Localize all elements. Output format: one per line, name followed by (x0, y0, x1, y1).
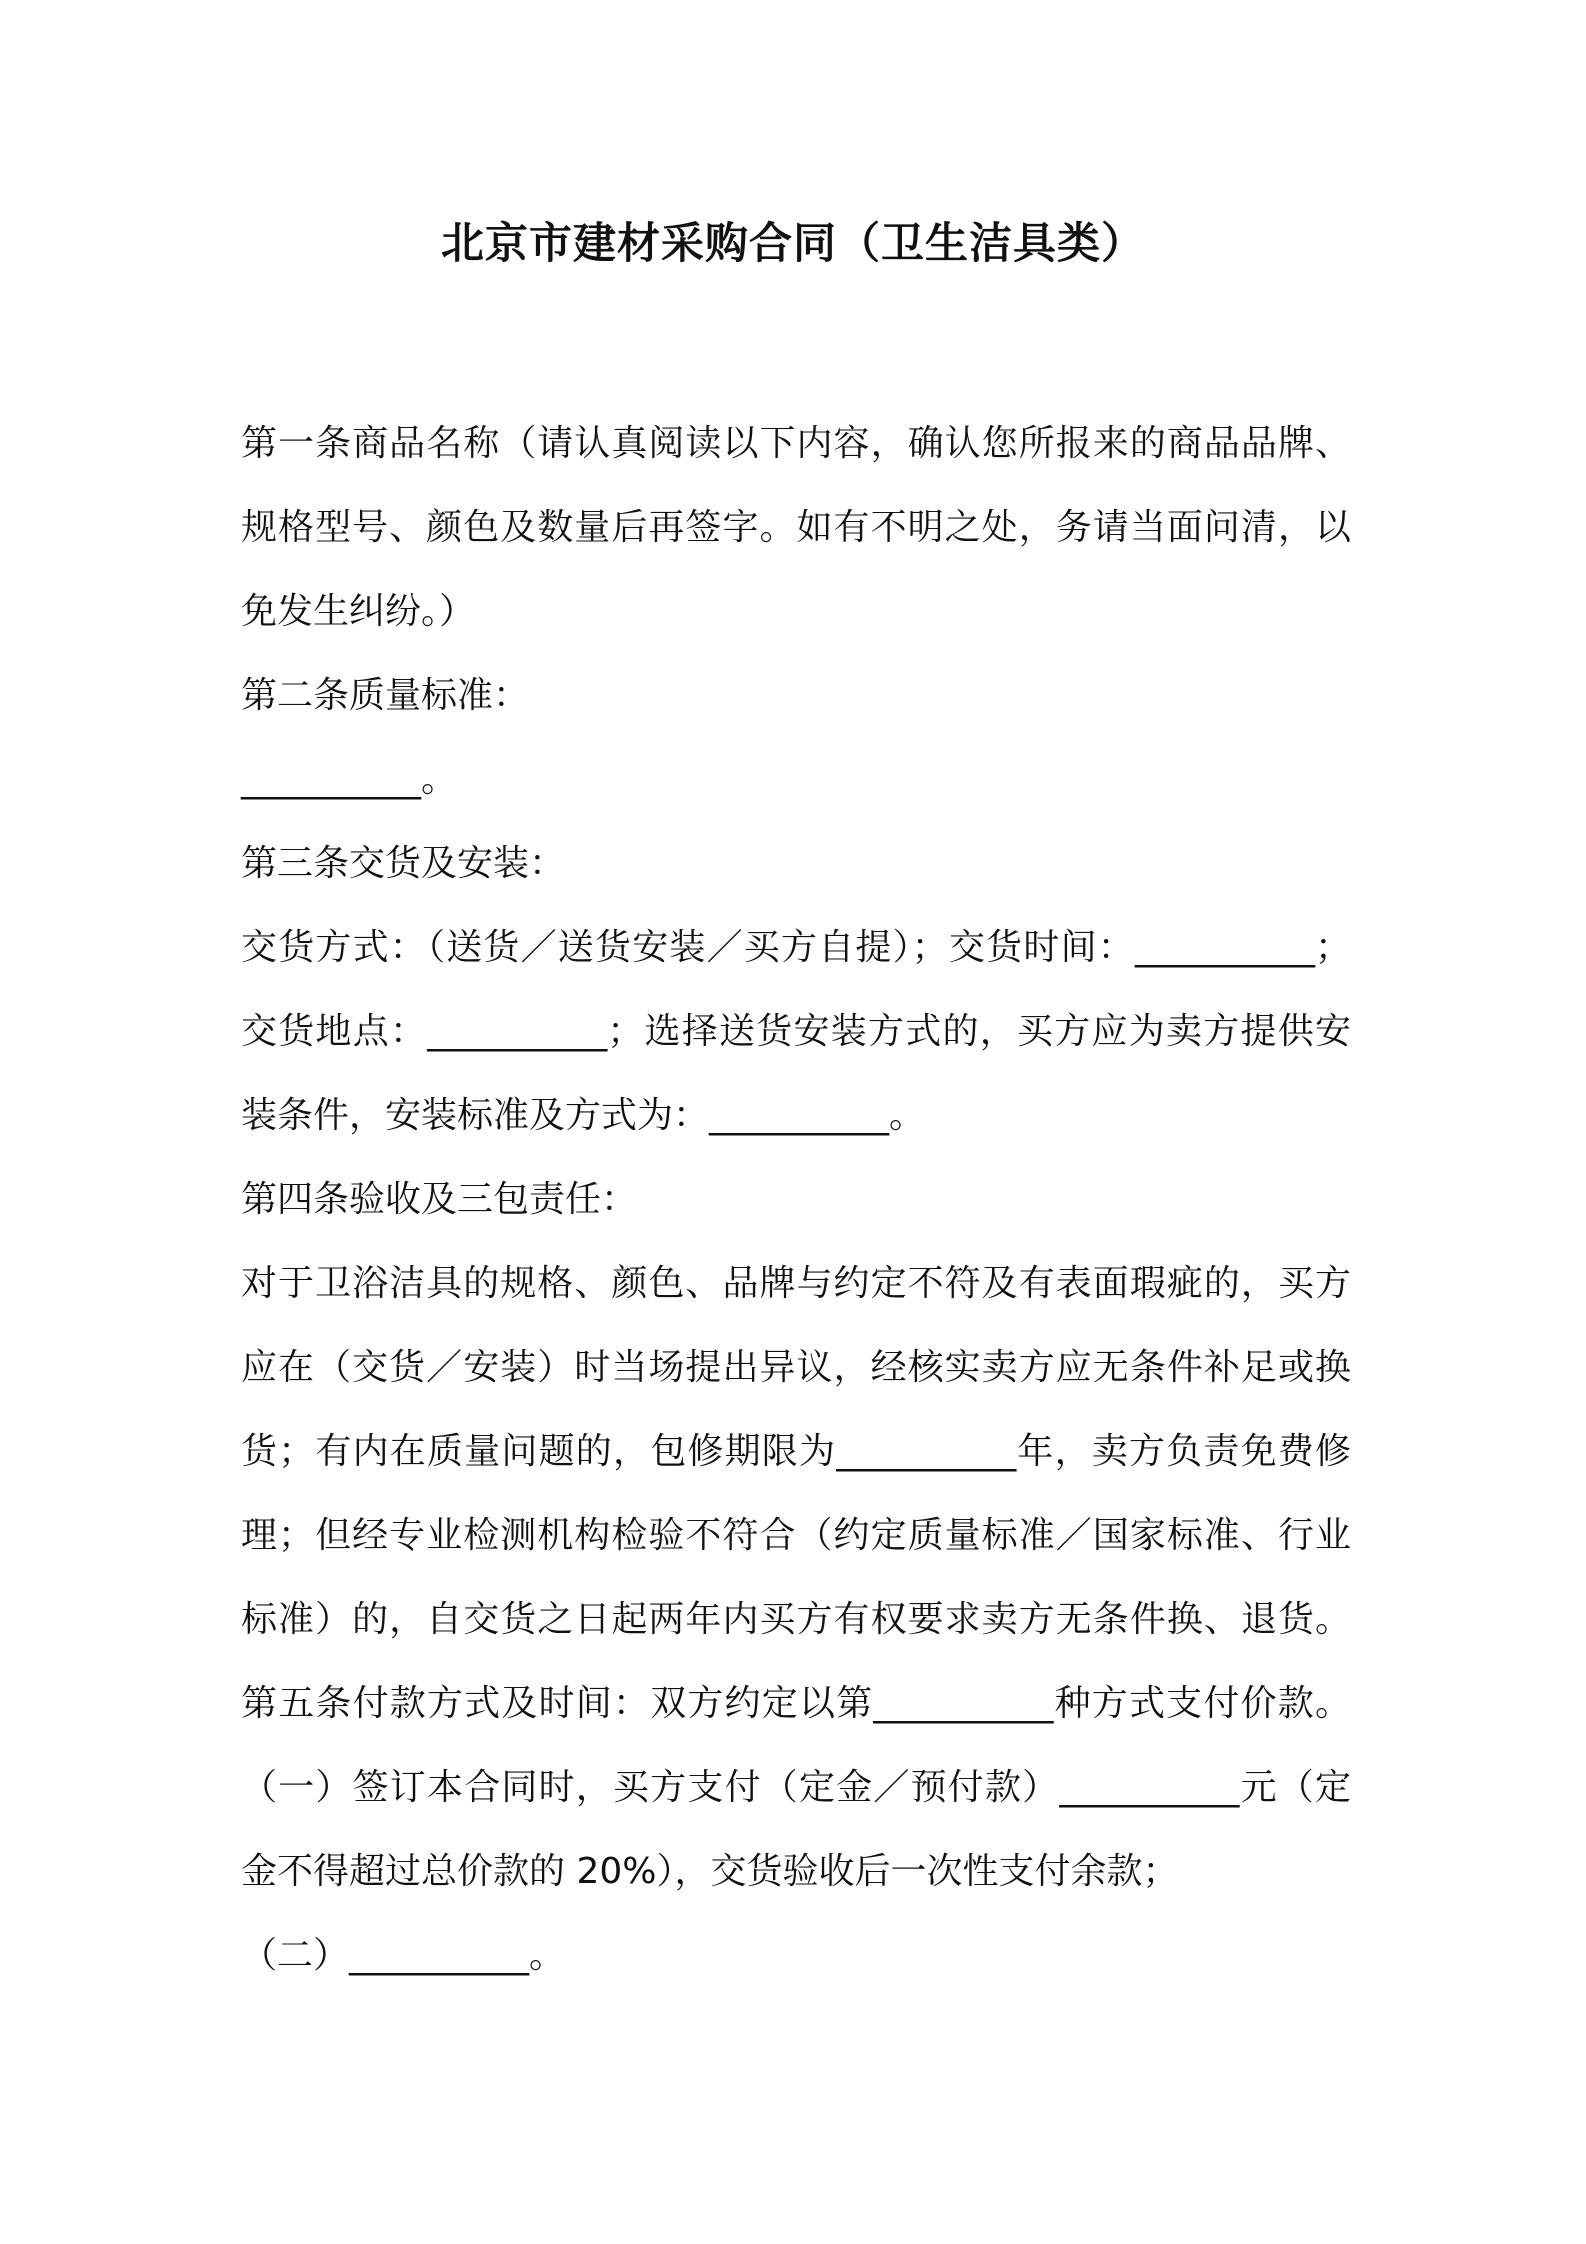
article-5-heading: 第五条付款方式及时间：双方约定以第__________种方式支付价款。 (241, 1683, 1351, 1724)
acceptance-line-5: 标准）的，自交货之日起两年内买方有权要求卖方无条件换、退货。 (241, 1599, 1351, 1640)
article-2-heading: 第二条质量标准： (241, 675, 530, 716)
payment-option-2-line: （二）__________。 (241, 1935, 566, 1976)
payment-option-1-line-1: （一）签订本合同时，买方支付（定金／预付款）__________元（定 (241, 1767, 1351, 1808)
document-title: 北京市建材采购合同（卫生洁具类） (441, 219, 1145, 269)
article-1-line-1: 第一条商品名称（请认真阅读以下内容，确认您所报来的商品品牌、 (241, 423, 1351, 464)
delivery-location-line: 交货地点：__________；选择送货安装方式的，买方应为卖方提供安 (241, 1011, 1351, 1052)
acceptance-line-4: 理；但经专业检测机构检验不符合（约定质量标准／国家标准、行业 (241, 1515, 1351, 1556)
acceptance-line-3: 货；有内在质量问题的，包修期限为__________年，卖方负责免费修 (241, 1431, 1351, 1472)
acceptance-line-1: 对于卫浴洁具的规格、颜色、品牌与约定不符及有表面瑕疵的，买方 (241, 1263, 1351, 1304)
acceptance-line-2: 应在（交货／安装）时当场提出异议，经核实卖方应无条件补足或换 (241, 1347, 1351, 1388)
payment-option-1-line-2: 金不得超过总价款的 20%），交货验收后一次性支付余款； (241, 1851, 1179, 1892)
installation-standard-line: 装条件，安装标准及方式为：__________。 (241, 1095, 926, 1136)
document-body (241, 402, 1351, 1998)
article-1-line-2: 规格型号、颜色及数量后再签字。如有不明之处，务请当面问清，以 (241, 507, 1351, 548)
quality-standard-blank: __________。 (241, 759, 458, 800)
article-1-line-3: 免发生纠纷。） (241, 591, 476, 632)
article-4-heading: 第四条验收及三包责任： (241, 1179, 638, 1220)
article-3-heading: 第三条交货及安装： (241, 843, 566, 884)
delivery-method-line: 交货方式：（送货／送货安装／买方自提）；交货时间：__________； (241, 927, 1351, 968)
